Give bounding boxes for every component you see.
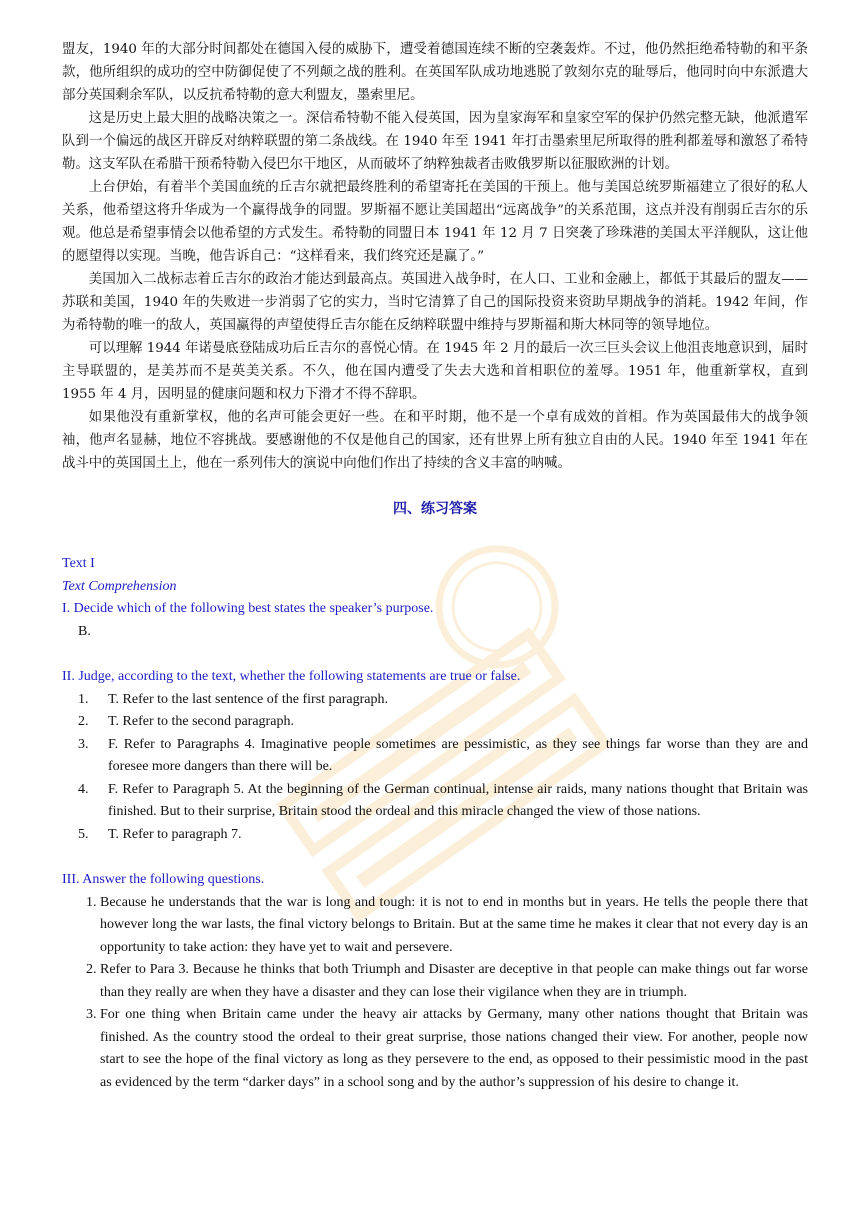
item-number: 3.: [86, 1007, 97, 1022]
item-number: 2.: [78, 714, 89, 729]
answers-section: [62, 553, 808, 1094]
spacer: [62, 643, 808, 666]
item-text: Refer to Para 3. Because he thinks that both Triumph and Disaster are deceptive in that people can make things out far worse than they really are when they have a disaster and they can lose their vigilance when they are in triumph.: [100, 962, 808, 1000]
item-text: For one thing when Britain came under the heavy air attacks by Germany, many other nations thought that Britain was finished. As the country stood the ordeal to their great surprise, those nations changed their view. For another, people now start to see the hope of the final victory as long as they persevere to the end, as opposed to their pessimistic mood in the past as evidenced by the term “darker days” in a school song and by the author’s suppression of his desire to change it.: [100, 1007, 808, 1090]
part2-heading: II. Judge, according to the text, whether the following statements are true or false.: [62, 669, 521, 684]
item-number: 4.: [78, 781, 89, 797]
item-text: F. Refer to Paragraphs 4. Imaginative people sometimes are pessimistic, as they see things far worse than they are and foresee more dangers than there will be.: [108, 736, 808, 774]
list-item: [62, 1004, 808, 1094]
item-number: 2.: [86, 962, 97, 977]
part3-heading: III. Answer the following questions.: [62, 872, 265, 887]
list-item: [62, 689, 808, 712]
item-text: Because he understands that the war is long and tough: it is not to end in months but in years. He tells the people there that however long the war lasts, the final victory belongs to Britain. But at the same time he makes it clear that not every day is an opportunity to take action: they have yet to wait and persevere.: [100, 894, 808, 955]
document-page: [62, 38, 808, 1094]
translation-paragraph: 如果他没有重新掌权，他的名声可能会更好一些。在和平时期，他不是一个卓有成效的首相。作为英国最伟大的战争领袖，他声名显赫，地位不容挑战。要感谢他的不仅是他自己的国家，还有世界上所有独立自由的人民。1940 年至 1941 年在战斗中的英国国土上，他在一系列伟大的演说中向他们作出了持续的含义丰富的呐喊。: [62, 410, 808, 471]
subsection-label: Text Comprehension: [62, 578, 177, 594]
list-item: [62, 779, 808, 824]
part2-list: [62, 689, 808, 847]
translation-paragraph: 上台伊始，有着半个美国血统的丘吉尔就把最终胜利的希望寄托在美国的干预上。他与美国总统罗斯福建立了很好的私人关系，他希望这将升华成为一个赢得战争的同盟。罗斯福不愿让美国超出“远离战争”的关系范围，这点并没有削弱丘吉尔的乐观。他总是希望事情会以他希望的方式发生。希特勒的同盟日本 1941 年 12 月 7 日突袭了珍珠港的美国太平洋舰队，这让他的愿望得以实现。当晚，他告诉自己：“这样看来，我们终究还是赢了。”: [62, 180, 808, 264]
item-number: 1.: [78, 691, 89, 707]
translation-paragraph: 盟友，1940 年的大部分时间都处在德国入侵的威胁下，遭受着德国连续不断的空袭轰炸。不过，他仍然拒绝希特勒的和平条款，他所组织的成功的空中防御促使了不列颠之战的胜利。在英国军队成功地逃脱了敦刻尔克的耻辱后，他同时向中东派遣大部分英国剩余军队，以反抗希特勒的意大利盟友，墨索里尼。: [62, 42, 808, 103]
list-item: [62, 824, 808, 847]
list-item: [62, 734, 808, 779]
translation-paragraph: 美国加入二战标志着丘吉尔的政治才能达到最高点。英国进入战争时，在人口、工业和金融上，都低于其最后的盟友——苏联和美国，1940 年的失败进一步消弱了它的实力，当时它清算了自己的国际投资来资助早期战争的消耗。1942 年间，作为希特勒的唯一的敌人，英国赢得的声望使得丘吉尔能在反纳粹联盟中维持与罗斯福和斯大林同等的领导地位。: [62, 272, 808, 333]
part1-heading: I. Decide which of the following best states the speaker’s purpose.: [62, 601, 434, 616]
spacer: [62, 846, 808, 869]
translation-paragraph: 这是历史上最大胆的战略决策之一。深信希特勒不能入侵英国，因为皇家海军和皇家空军的保护仍然完整无缺，他派遣军队到一个偏远的战区开辟反对纳粹联盟的第二条战线。在 1940 年至 1941 年打击墨索里尼所取得的胜利都羞辱和激怒了希特勒。这支军队在希腊干预希特勒入侵巴尔干地区，从而破坏了纳粹独裁者击败俄罗斯以征服欧洲的计划。: [62, 111, 808, 172]
item-number: 3.: [78, 736, 89, 752]
list-item: [62, 959, 808, 1004]
item-number: 1.: [86, 894, 97, 910]
item-text: F. Refer to Paragraph 5. At the beginning of the German continual, intense air raids, many nations thought that Britain was finished. But to their surprise, Britain stood the ordeal and this miracle changed the view of those nations.: [108, 781, 808, 819]
text-label: Text I: [62, 556, 95, 571]
chinese-translation-section: [62, 38, 808, 475]
item-text: T. Refer to the second paragraph.: [108, 714, 294, 729]
list-item: [62, 892, 808, 960]
item-text: T. Refer to the last sentence of the first paragraph.: [108, 691, 389, 707]
item-number: 5.: [78, 826, 89, 842]
part3-list: [62, 892, 808, 1095]
section-title: 四、练习答案: [393, 501, 477, 517]
part1-answer: B.: [78, 623, 91, 639]
translation-paragraph: 可以理解 1944 年诺曼底登陆成功后丘吉尔的喜悦心情。在 1945 年 2 月的最后一次三巨头会议上他沮丧地意识到，届时主导联盟的，是美苏而不是英美关系。不久，他在国内遭受了失去大选和首相职位的羞辱。1951 年，他重新掌权，直到 1955 年 4 月，因明显的健康问题和权力下滑才不得不辞职。: [62, 341, 808, 402]
list-item: [62, 711, 808, 734]
item-text: T. Refer to paragraph 7.: [108, 826, 242, 842]
